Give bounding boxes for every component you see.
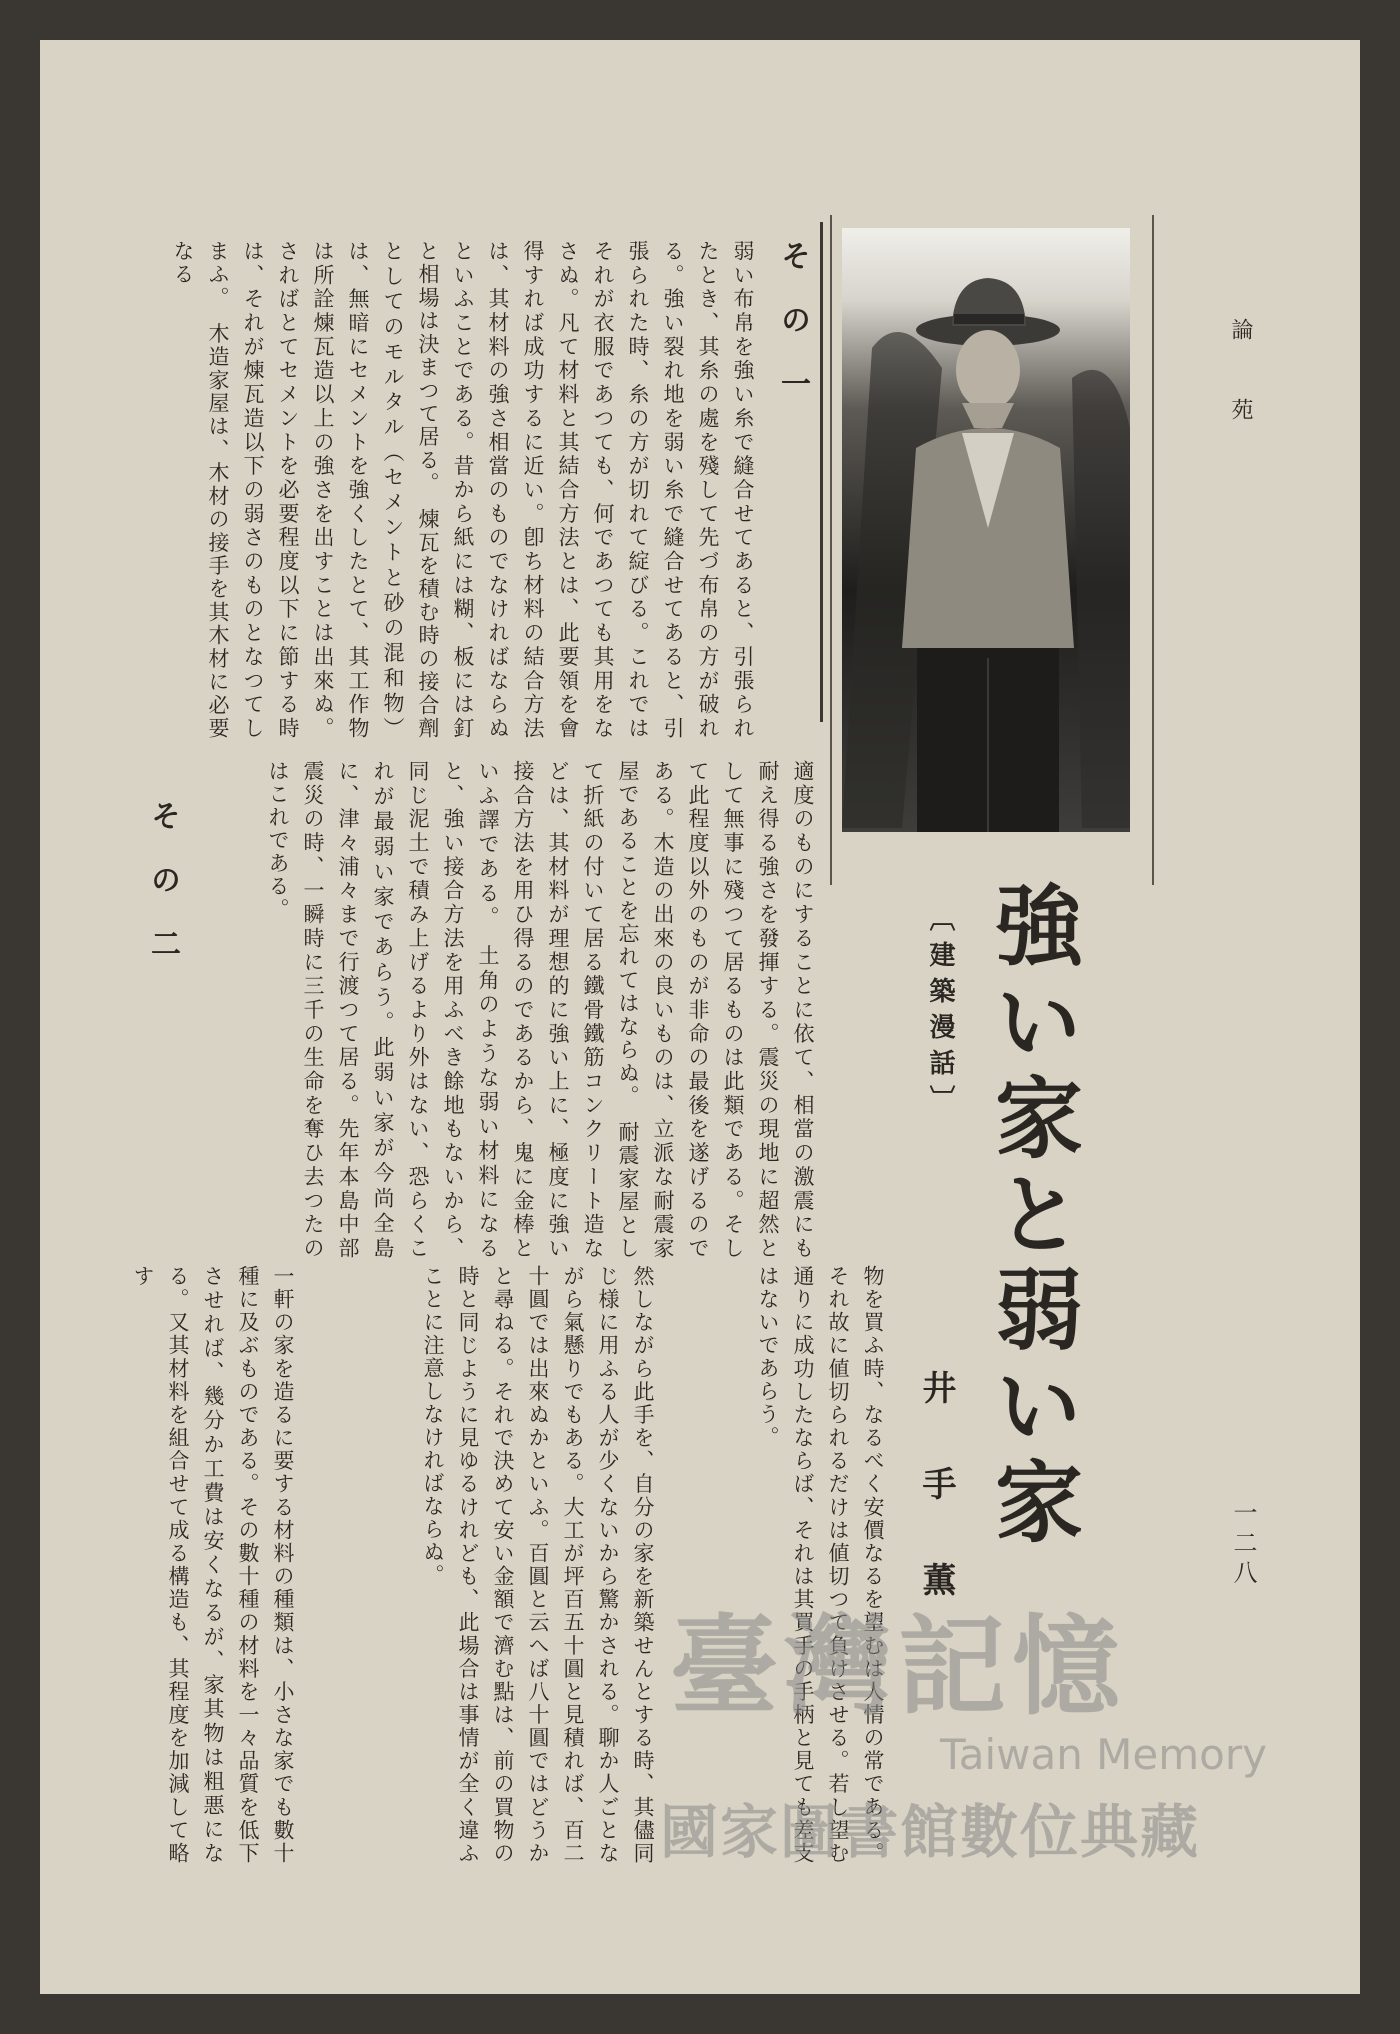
watermark-institution: 國家圖書館數位典藏 [660, 1798, 1201, 1866]
section-divider-top [820, 222, 823, 722]
intro-paragraph-3: 一軒の家を造るに要する材料の種類は、小さな家でも數十種に及ぶものである。その數十種の材料を一々品質を低下させれば、幾分か工費は安くなるが、家其物は粗悪になる。又其材料を組合せて成る構造も、其程度を加減して略す [131, 1265, 295, 1865]
author-portrait-photo [842, 228, 1130, 832]
article-subtitle: 〔建築漫話〕 [925, 905, 955, 1121]
author-name: 井 手 薫 [916, 1370, 956, 1610]
watermark-english: Taiwan Memory [940, 1730, 1267, 1779]
section-two-heading: その二 [145, 800, 180, 992]
middle-paragraphs: 適度のものにすることに依て、相當の激震にも耐え得る強さを發揮する。震災の現地に超然として無事に殘つて居るものは此類である。そして此程度以外のものが非命の最後を遂げるのである。木造の出來の良いものは、立派な耐震家屋であることを忘れてはならぬ。 耐震家屋として折紙の付いて居る鐵骨鐵筋コンクリート造などは、其材料が理想的に強い上に、極度に強い接合方法を用ひ得るのであるから、鬼に金棒といふ譯である。 土角のような弱い材料になると、強い接合方法を用ふべき餘地もないから、同じ泥土で積み上げるより外はない、恐らくこれが最弱い家であらう。此弱い家が今尚全島に、津々浦々まで行渡つて居る。先年本島中部震災の時、一瞬時に三千の生命を奪ひ去つたのはこれである。 [266, 760, 815, 1261]
intro-paragraph-2: 然しながら此手を、自分の家を新築せんとする時、其儘同じ様に用ふる人が少くないから驚かされる。聊か人ごとながら氣懸りでもある。大工が坪百五十圓と見積れば、百二十圓では出來ぬかといふ。百圓と云へば八十圓ではどうかと尋ねる。それで決めて安い金額で濟む點は、前の買物の時と同じように見ゆるけれども、此場合は事情が全く違ふことに注意しなければならぬ。 [421, 1265, 655, 1865]
library-watermark [660, 1580, 1310, 1866]
article-title: 強い家と弱い家 [981, 880, 1085, 1552]
section-one-text: 弱い布帛を強い糸で縫合せてあると、引張られたとき、其糸の處を殘して先づ布帛の方が破れる。強い裂れ地を弱い糸で縫合せてあると、引張られた時、糸の方が切れて綻びる。これではそれが衣服であつても、何であつても其用をなさぬ。凡て材料と其結合方法とは、此要領を會得すれば成功するに近い。卽ち材料の結合方法は、其材料の強さ相當のものでなければならぬといふことである。昔から紙には糊、板には釘と相場は決まつて居る。 煉瓦を積む時の接合劑としてのモルタル（セメントと砂の混和物）は、無暗にセメントを強くしたとて、其工作物は所詮煉瓦造以上の強さを出すことは出來ぬ。さればとてセメントを必要程度以下に節する時は、それが煉瓦造以下の弱さのものとなつてしまふ。 木造家屋は、木材の接手を其木材に必要なる [171, 240, 755, 741]
watermark-title: 臺灣記憶 [670, 1604, 1127, 1730]
page-number: 一二八 [1229, 1500, 1257, 1590]
intro-paragraph-1: 物を買ふ時、なるべく安價なるを望むは人情の常である。それ故に値切られるだけは値切つて負けさせる。若し望む通りに成功したならば、それは其買手の手柄と見ても差支はないであらう。 [756, 1265, 885, 1865]
portrait-figure-icon [842, 228, 1130, 832]
section-one-heading: その一 [775, 240, 810, 432]
category-label: 論 苑 [1228, 318, 1253, 438]
